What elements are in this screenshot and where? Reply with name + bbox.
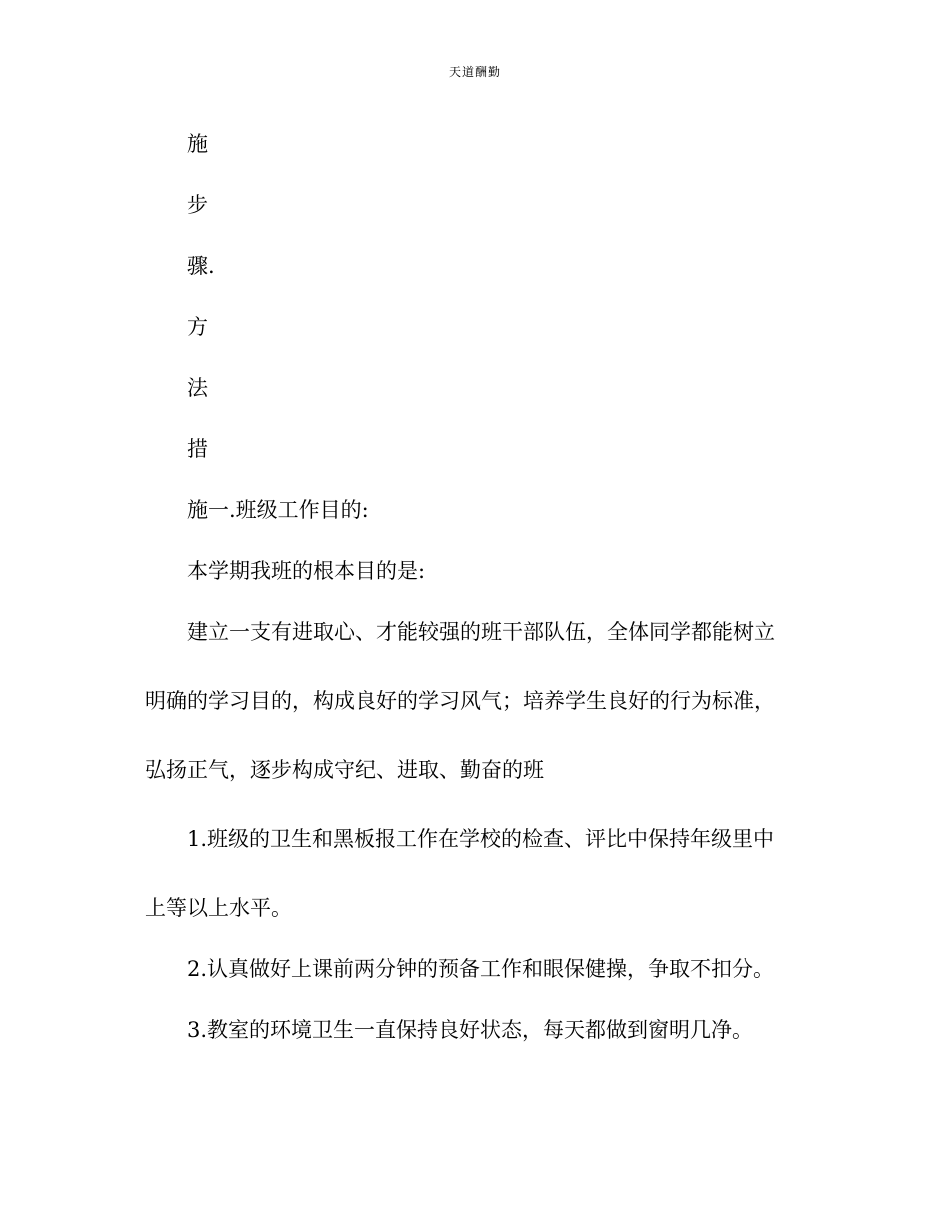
list-item: 3.教室的环境卫生一直保持良好状态，每天都做到窗明几净。 xyxy=(187,1018,754,1042)
paragraph-line: 建立一支有进取心、才能较强的班干部队伍，全体同学都能树立 xyxy=(187,620,775,644)
paragraph-line: 明确的学习目的，构成良好的学习风气；培养学生良好的行为标准， xyxy=(145,689,775,713)
list-item-continuation: 上等以上水平。 xyxy=(145,896,292,920)
list-item: 2.认真做好上课前两分钟的预备工作和眼保健操，争取不扣分。 xyxy=(187,957,775,981)
text-line: 措 xyxy=(187,437,208,461)
list-item: 1.班级的卫生和黑板报工作在学校的检查、评比中保持年级里中 xyxy=(187,827,775,851)
paragraph-line: 弘扬正气，逐步构成守纪、进取、勤奋的班 xyxy=(145,758,544,782)
text-line: 骤. xyxy=(187,254,215,278)
text-line: 方 xyxy=(187,315,208,339)
text-line: 施 xyxy=(187,132,208,156)
text-line: 法 xyxy=(187,376,208,400)
page-header: 天道酬勤 xyxy=(448,65,501,79)
text-line: 步 xyxy=(187,193,208,217)
section-heading: 施一.班级工作目的: xyxy=(187,498,369,522)
text-line: 本学期我班的根本目的是: xyxy=(187,559,426,583)
